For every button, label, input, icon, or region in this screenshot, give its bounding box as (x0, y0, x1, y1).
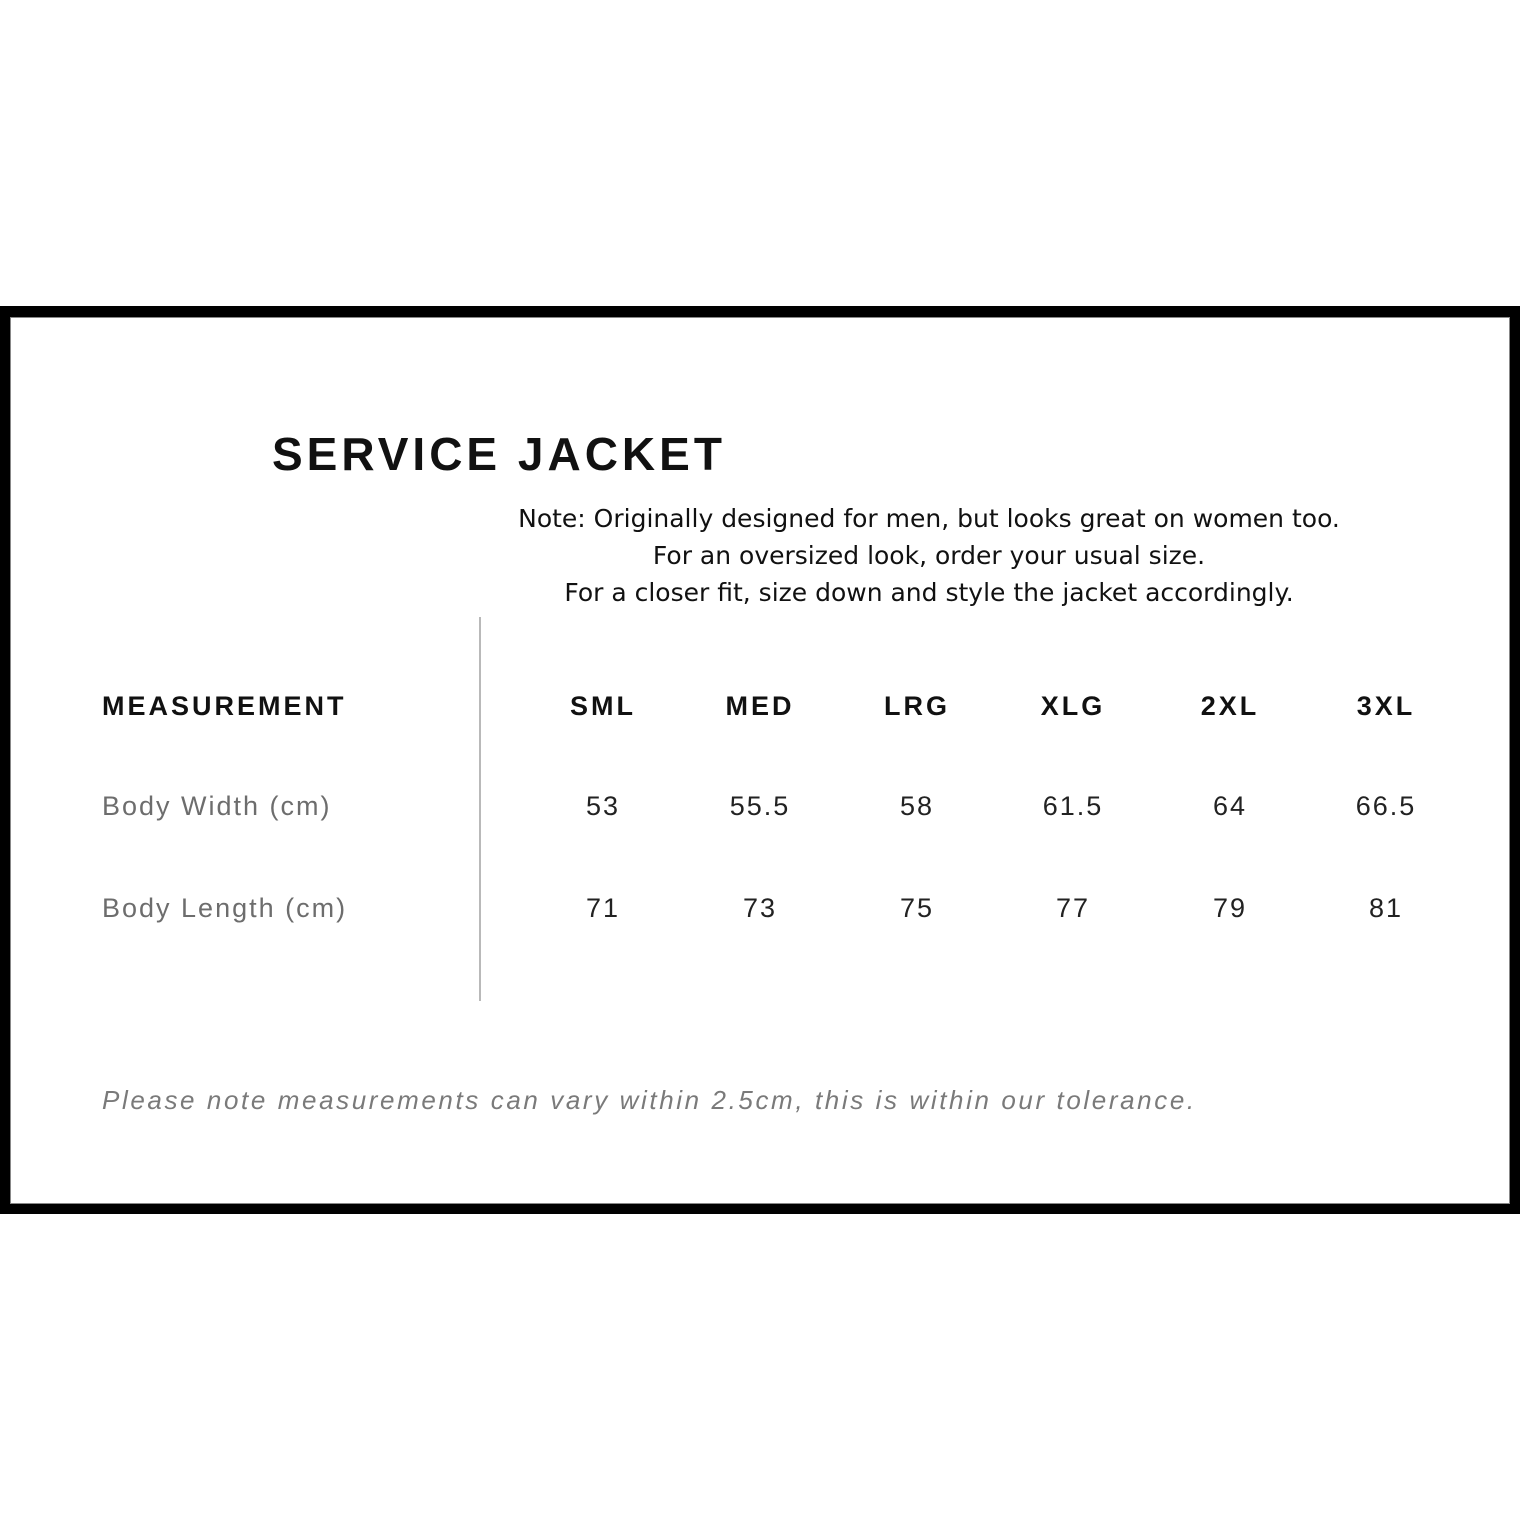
table-cell: 66.5 (1355, 791, 1417, 821)
note-line: For a closer fit, size down and style the jacket accordingly. (564, 578, 1294, 607)
table-cell: 61.5 (1042, 791, 1104, 821)
size-header-xlg: XLG (1040, 691, 1106, 721)
size-header-med: MED (725, 691, 795, 721)
note-line: For an oversized look, order your usual size. (652, 541, 1206, 570)
fit-note (429, 500, 1429, 611)
table-cell: 71 (585, 893, 621, 923)
page-title: SERVICE JACKET (272, 428, 726, 480)
row-label-body-width: Body Width (cm) (102, 791, 332, 821)
table-cell: 55.5 (729, 791, 791, 821)
table-cell: 73 (742, 893, 778, 923)
table-cell: 79 (1212, 893, 1248, 923)
table-cell: 58 (899, 791, 935, 821)
size-header-3xl: 3XL (1356, 691, 1416, 721)
size-chart-frame (0, 306, 1520, 1214)
table-cell: 81 (1368, 893, 1404, 923)
table-cell: 77 (1055, 893, 1091, 923)
table-cell: 64 (1212, 791, 1248, 821)
tolerance-footnote: Please note measurements can vary within 2.5cm, this is within our tolerance. (102, 1085, 1197, 1115)
size-header-lrg: LRG (884, 691, 950, 721)
table-cell: 53 (585, 791, 621, 821)
inner-border (10, 317, 1510, 1204)
measurement-header: MEASUREMENT (102, 691, 347, 721)
row-label-body-length: Body Length (cm) (102, 893, 348, 923)
column-divider (479, 617, 481, 1001)
note-line: Note: Originally designed for men, but looks great on women too. (518, 504, 1340, 533)
size-header-2xl: 2XL (1200, 691, 1260, 721)
table-cell: 75 (899, 893, 935, 923)
size-header-sml: SML (570, 691, 636, 721)
